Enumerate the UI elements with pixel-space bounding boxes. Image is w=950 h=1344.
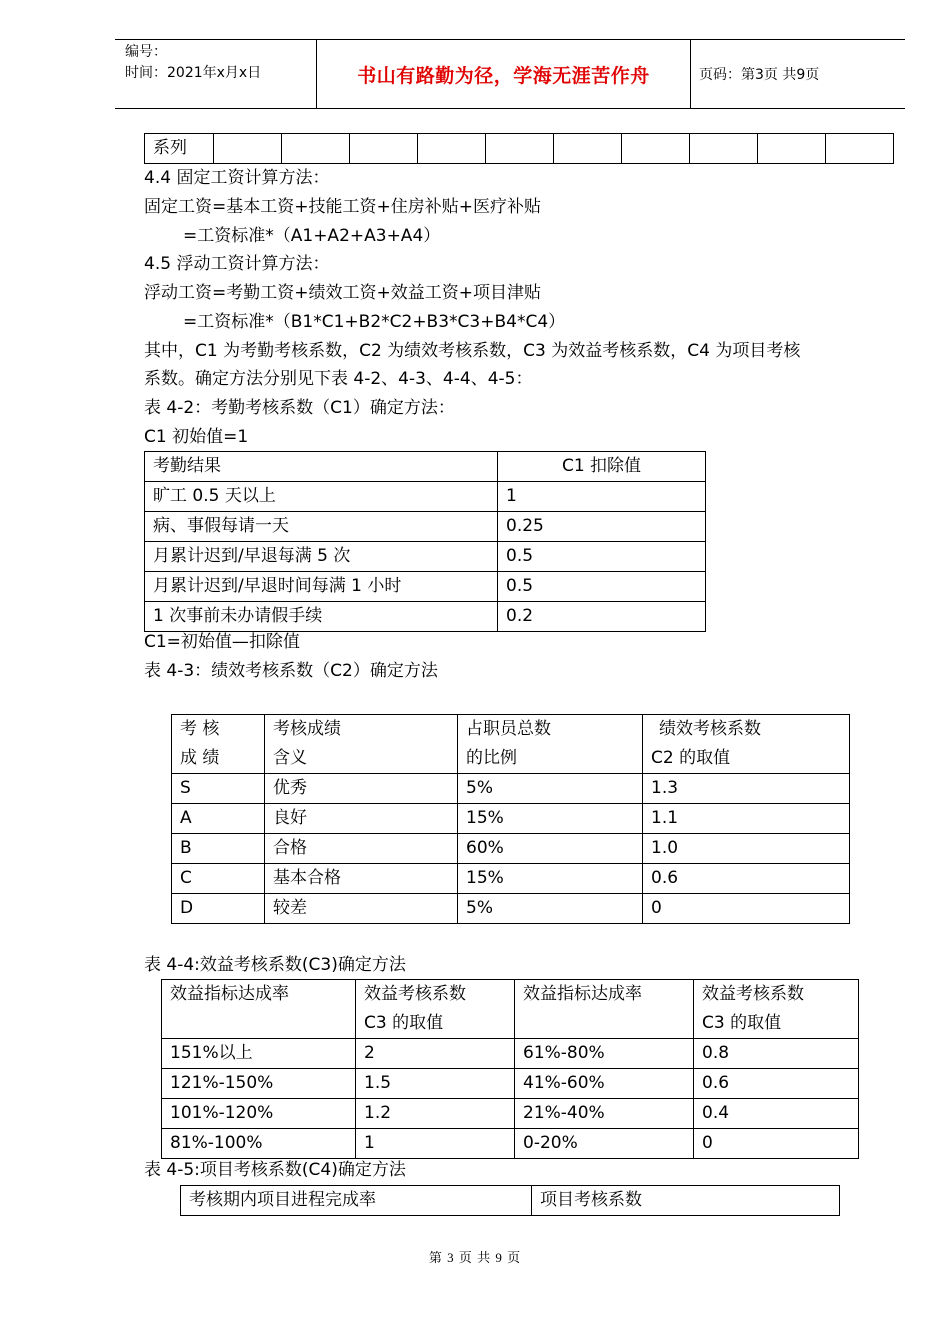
table-cell: 月累计迟到/早退时间每满 1 小时 xyxy=(145,572,498,602)
table-4-5 xyxy=(180,1185,840,1216)
table-4-3-caption: 表 4-3：绩效考核系数（C2）确定方法 xyxy=(144,661,438,681)
table-header-row xyxy=(162,980,859,1039)
table-cell: 月累计迟到/早退每满 5 次 xyxy=(145,542,498,572)
column-header xyxy=(515,980,694,1039)
table-cell: 5% xyxy=(458,774,643,804)
table-cell: 151%以上 xyxy=(162,1039,356,1069)
table-cell: 1 次事前未办请假手续 xyxy=(145,602,498,632)
column-header: 考勤结果 xyxy=(145,452,498,482)
header-line: 含义 xyxy=(273,748,307,768)
table-4-4 xyxy=(161,979,859,1159)
section-heading-4-5: 4.5 浮动工资计算方法： xyxy=(144,254,330,274)
header-line: 的比例 xyxy=(466,748,517,768)
column-header: 项目考核系数 xyxy=(532,1186,840,1216)
column-header xyxy=(172,715,265,774)
section-heading-4-4: 4.4 固定工资计算方法： xyxy=(144,168,330,188)
header-motto: 书山有路勤为径，学海无涯苦作舟 xyxy=(316,40,691,108)
table-cell: 0.4 xyxy=(694,1099,859,1129)
header-line: 成 绩 xyxy=(180,748,220,768)
table-cell xyxy=(486,134,554,164)
table-cell: 良好 xyxy=(265,804,458,834)
table-cell: 0.25 xyxy=(498,512,706,542)
table-cell: 0.5 xyxy=(498,542,706,572)
column-header: C1 扣除值 xyxy=(498,452,706,482)
header-meta xyxy=(125,42,261,84)
series-label: 系列 xyxy=(145,134,214,164)
table-header-row xyxy=(145,452,706,482)
table-cell: 0.8 xyxy=(694,1039,859,1069)
table-row xyxy=(145,572,706,602)
page-footer: 第 3 页 共 9 页 xyxy=(428,1250,522,1265)
table-row xyxy=(172,774,850,804)
header-line: 效益指标达成率 xyxy=(170,984,289,1004)
table-cell: 2 xyxy=(356,1039,515,1069)
table-cell: 1 xyxy=(356,1129,515,1159)
table-cell: C xyxy=(172,864,265,894)
table-4-4-caption: 表 4-4:效益考核系数(C3)确定方法 xyxy=(144,955,406,975)
table-cell: 优秀 xyxy=(265,774,458,804)
table-row xyxy=(172,834,850,864)
table-row xyxy=(145,482,706,512)
table-cell: 合格 xyxy=(265,834,458,864)
table-cell: 15% xyxy=(458,804,643,834)
table-cell: 81%-100% xyxy=(162,1129,356,1159)
table-row xyxy=(145,542,706,572)
table-4-2 xyxy=(144,451,706,632)
table-cell xyxy=(282,134,350,164)
table-cell xyxy=(418,134,486,164)
table-cell: 1.1 xyxy=(643,804,850,834)
table-row xyxy=(162,1069,859,1099)
table-row xyxy=(162,1129,859,1159)
table-cell: 41%-60% xyxy=(515,1069,694,1099)
column-header xyxy=(458,715,643,774)
formula-fixed-wage: 固定工资=基本工资+技能工资+住房补贴+医疗补贴 xyxy=(144,197,541,217)
header-line: C3 的取值 xyxy=(364,1013,444,1033)
table-row xyxy=(172,894,850,924)
table-4-3 xyxy=(171,714,850,924)
header-serial: 编号： xyxy=(125,44,167,60)
table-row xyxy=(172,864,850,894)
formula-fixed-wage-standard: =工资标准*（A1+A2+A3+A4） xyxy=(183,226,441,246)
formula-floating-wage: 浮动工资=考勤工资+绩效工资+效益工资+项目津贴 xyxy=(144,283,541,303)
header-line: 考核成绩 xyxy=(273,719,341,739)
table-row xyxy=(172,804,850,834)
table-cell: 0.5 xyxy=(498,572,706,602)
table-cell: 1.3 xyxy=(643,774,850,804)
header-line: 效益考核系数 xyxy=(364,984,466,1004)
table-cell xyxy=(350,134,418,164)
table-cell: 121%-150% xyxy=(162,1069,356,1099)
table-cell: 15% xyxy=(458,864,643,894)
header-line: C2 的取值 xyxy=(651,748,731,768)
table-cell: 0-20% xyxy=(515,1129,694,1159)
table-cell: S xyxy=(172,774,265,804)
header-page-number: 页码：第3页 共9页 xyxy=(699,67,820,83)
table-cell: 61%-80% xyxy=(515,1039,694,1069)
table-cell: 0.6 xyxy=(643,864,850,894)
column-header xyxy=(265,715,458,774)
column-header xyxy=(356,980,515,1039)
table-cell: 60% xyxy=(458,834,643,864)
table-cell: D xyxy=(172,894,265,924)
header-line: C3 的取值 xyxy=(702,1013,782,1033)
table-cell: 基本合格 xyxy=(265,864,458,894)
c1-formula: C1=初始值—扣除值 xyxy=(144,632,300,652)
table-cell: 0.2 xyxy=(498,602,706,632)
table-row xyxy=(162,1039,859,1069)
table-cell: 0 xyxy=(694,1129,859,1159)
header-line: 效益指标达成率 xyxy=(523,984,642,1004)
table-cell xyxy=(214,134,282,164)
table-cell xyxy=(758,134,826,164)
column-header xyxy=(694,980,859,1039)
table-cell: 1.5 xyxy=(356,1069,515,1099)
column-header xyxy=(162,980,356,1039)
table-4-5-caption: 表 4-5:项目考核系数(C4)确定方法 xyxy=(144,1160,406,1180)
table-header-row xyxy=(172,715,850,774)
column-header xyxy=(643,715,850,774)
table-cell: 较差 xyxy=(265,894,458,924)
header-date: 时间：2021年x月x日 xyxy=(125,65,262,81)
table-cell: 1.0 xyxy=(643,834,850,864)
formula-floating-wage-standard: =工资标准*（B1*C1+B2*C2+B3*C3+B4*C4） xyxy=(183,312,566,332)
header-line: 占职员总数 xyxy=(466,719,551,739)
table-cell: 0.6 xyxy=(694,1069,859,1099)
page-header xyxy=(115,39,905,109)
table-cell: 1 xyxy=(498,482,706,512)
table-cell: 1.2 xyxy=(356,1099,515,1129)
table-cell: 病、事假每请一天 xyxy=(145,512,498,542)
header-line: 效益考核系数 xyxy=(702,984,804,1004)
table-cell xyxy=(554,134,622,164)
table-header-row xyxy=(181,1186,840,1216)
paragraph-line-2: 系数。确定方法分别见下表 4-2、4-3、4-4、4-5： xyxy=(144,369,533,389)
table-cell: 101%-120% xyxy=(162,1099,356,1129)
table-cell: B xyxy=(172,834,265,864)
table-row xyxy=(145,134,894,164)
header-line: 绩效考核系数 xyxy=(659,719,761,739)
table-cell: 21%-40% xyxy=(515,1099,694,1129)
table-cell: 旷工 0.5 天以上 xyxy=(145,482,498,512)
table-cell xyxy=(690,134,758,164)
table-cell: 5% xyxy=(458,894,643,924)
paragraph-line-1: 其中，C1 为考勤考核系数，C2 为绩效考核系数，C3 为效益考核系数，C4 为项目考核 xyxy=(144,341,801,361)
column-header: 考核期内项目进程完成率 xyxy=(181,1186,532,1216)
table-row xyxy=(145,602,706,632)
table-cell xyxy=(622,134,690,164)
series-table xyxy=(144,133,894,164)
table-row xyxy=(162,1099,859,1129)
c1-initial-value: C1 初始值=1 xyxy=(144,427,249,447)
table-cell: A xyxy=(172,804,265,834)
table-4-2-caption: 表 4-2：考勤考核系数（C1）确定方法： xyxy=(144,398,455,418)
header-line: 考 核 xyxy=(180,719,220,739)
table-row xyxy=(145,512,706,542)
table-cell: 0 xyxy=(643,894,850,924)
table-cell xyxy=(826,134,894,164)
